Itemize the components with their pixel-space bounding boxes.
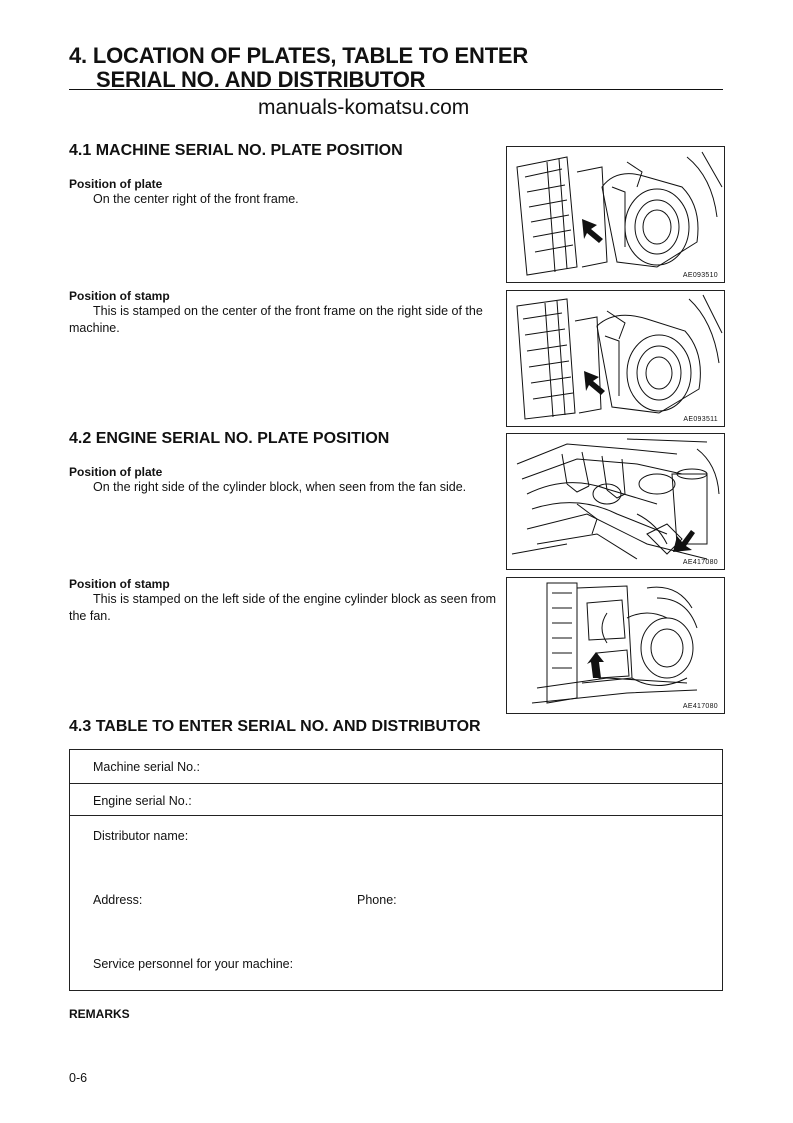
remarks-label: REMARKS	[69, 1007, 130, 1021]
machine-frame-stamp-illustration	[507, 291, 724, 426]
section-4-3-heading: 4.3 TABLE TO ENTER SERIAL NO. AND DISTRIBUTOR	[69, 718, 481, 735]
title-line-2: SERIAL NO. AND DISTRIBUTOR	[96, 67, 426, 92]
machine-frame-illustration	[507, 147, 724, 282]
pointer-arrow-icon	[582, 219, 603, 243]
section-4-1-plate-text: On the center right of the front frame.	[93, 192, 299, 206]
watermark-text: manuals-komatsu.com	[258, 96, 470, 119]
section-4-2-stamp-text: This is stamped on the left side of the engine cylinder block as seen from the fan.	[69, 592, 496, 623]
pointer-arrow-icon	[587, 652, 604, 678]
page-number: 0-6	[69, 1071, 88, 1085]
figure-1-caption: AE093510	[682, 272, 718, 279]
distributor-name-label: Distributor name:	[93, 829, 189, 843]
engine-serial-label: Engine serial No.:	[93, 794, 192, 808]
page-title	[69, 44, 528, 92]
section-4-1-stamp-text: This is stamped on the center of the front frame on the right side of the machine.	[69, 304, 483, 335]
section-4-1-heading: 4.1 MACHINE SERIAL NO. PLATE POSITION	[69, 142, 403, 159]
section-4-1-plate-label: Position of plate	[69, 177, 163, 191]
engine-serial-row[interactable]	[70, 783, 722, 816]
section-4-1-stamp-label: Position of stamp	[69, 289, 170, 303]
figure-4-caption: AE417080	[682, 703, 718, 710]
address-label: Address:	[93, 893, 143, 907]
figure-2-caption: AE093511	[683, 416, 718, 423]
figure-engine-stamp	[506, 577, 725, 714]
section-4-2-heading: 4.2 ENGINE SERIAL NO. PLATE POSITION	[69, 430, 390, 447]
machine-serial-row[interactable]	[70, 750, 722, 784]
serial-distributor-table	[69, 749, 723, 991]
phone-label: Phone:	[357, 893, 397, 907]
engine-block-illustration	[507, 434, 724, 569]
figure-machine-stamp	[506, 290, 725, 427]
service-personnel-label: Service personnel for your machine:	[93, 957, 294, 971]
engine-cylinder-illustration	[507, 578, 724, 713]
section-4-2-stamp-label: Position of stamp	[69, 577, 170, 591]
machine-serial-label: Machine serial No.:	[93, 760, 200, 774]
section-4-2-plate-label: Position of plate	[69, 465, 163, 479]
figure-engine-plate	[506, 433, 725, 570]
figure-machine-plate	[506, 146, 725, 283]
title-rule	[69, 89, 723, 90]
section-4-2-plate-text: On the right side of the cylinder block, when seen from the fan side.	[93, 480, 467, 494]
title-line-1: 4. LOCATION OF PLATES, TABLE TO ENTER	[69, 43, 529, 68]
figure-3-caption: AE417080	[682, 559, 718, 566]
pointer-arrow-icon	[584, 371, 605, 395]
